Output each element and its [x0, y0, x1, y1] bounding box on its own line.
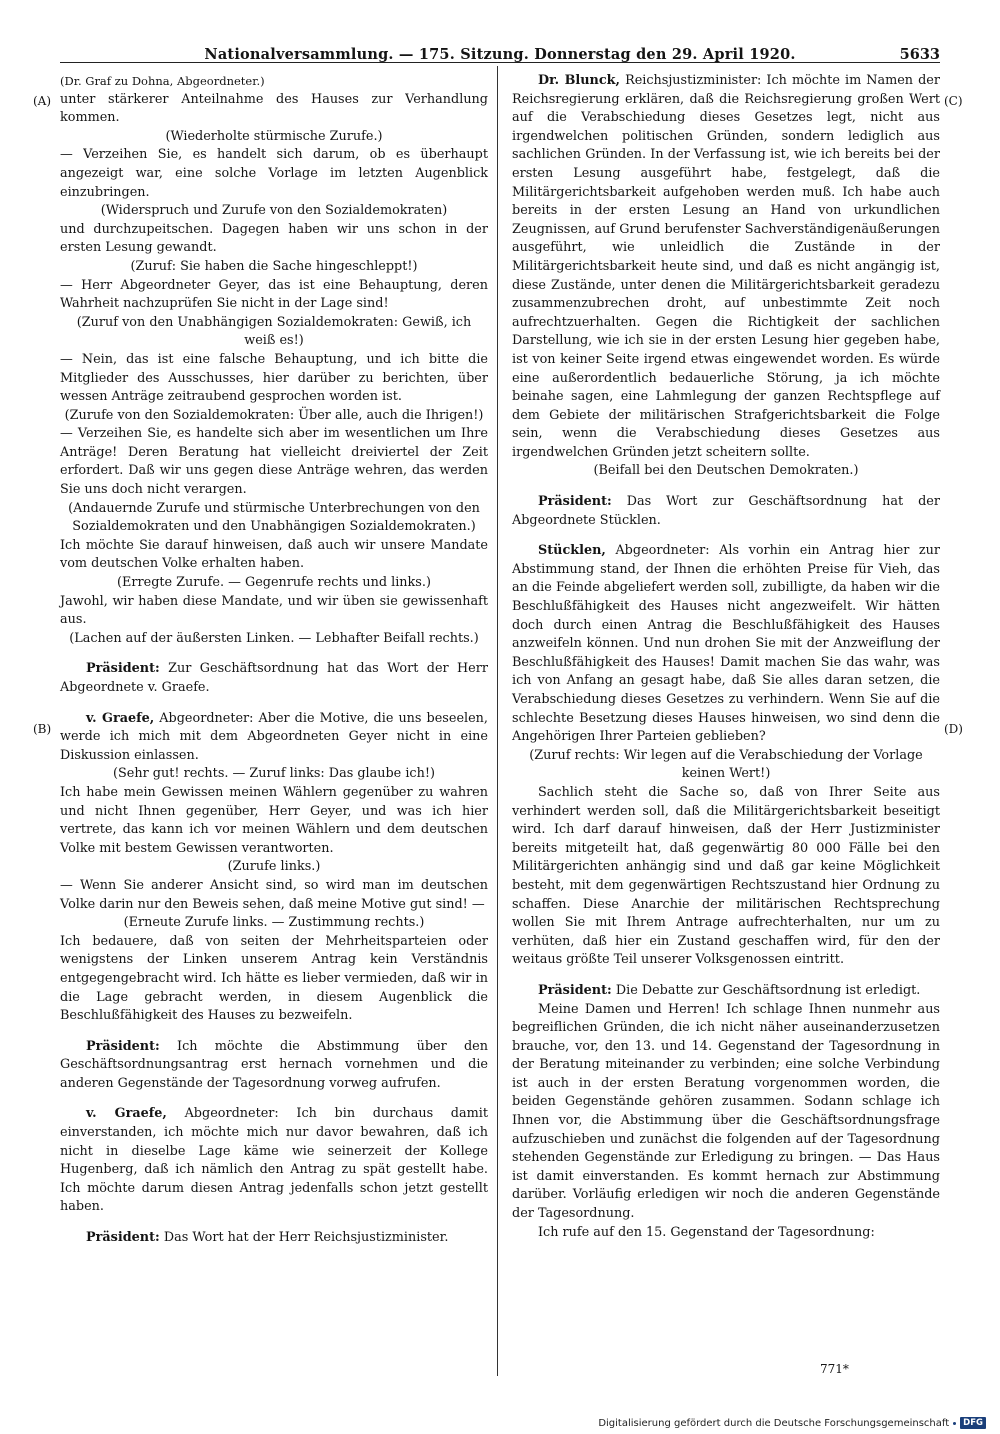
speaker-name: Dr. Blunck,	[538, 73, 620, 88]
margin-marker-b: (B)	[33, 722, 52, 736]
dfg-logo: DFG	[960, 1417, 986, 1429]
speech: Dr. Blunck, Reichsjustizminister: Ich möchte im Namen der Reichsregierung erklären, daß die Reichsregierung großen Wert auf die Verabschiedung dieses Gesetzes legt, nicht aus irgendwelchen politischen Gründen, sondern lediglich aus sachlichen Gründen. In der Verfassung ist, wie ich bereits bei der ersten Lesung ausgeführt habe, festgelegt, daß die Militärgerichtsbarkeit aufgehoben werden muß. Ich habe auch bereits in der ersten Lesung an Hand von urkundlichen Zeugnissen, auf Grund berufenster Sachverständigenäußerungen ausgeführt, wie unleidlich die Zustände in der Militärgerichtsbarkeit heute sind, und daß es nicht angängig ist, diese Zustände, unter denen die Militärgerichtsbarkeit geradezu zusammenzubrechen droht, auf unbestimmte Zeit noch aufrechtzuerhalten. Gegen die Richtigkeit der sachlichen Darstellung, wie ich sie in der ersten Lesung hier gegeben habe, ist von keiner Seite irgend etwas eingewendet worden. Es würde eine außerordentlich bedauerliche Störung, ja ich möchte beinahe sagen, eine Lahmlegung der ganzen Rechtspflege auf dem Gebiete der militärischen Strafgerichtsbarkeit die Folge sein, wenn die Verabschiedung dieses Gesetzes aus irgendwelchen Gründen jetzt scheitern sollte.	[512, 73, 940, 460]
interjection: (Andauernde Zurufe und stürmische Unterbrechungen von den Sozialdemokraten und den Unabhängigen Sozialdemokraten.)	[68, 500, 480, 535]
paragraph: und durchzupeitschen. Dagegen haben wir uns schon in der ersten Lesung gewandt.	[60, 221, 488, 256]
interjection: (Sehr gut! rechts. — Zuruf links: Das glaube ich!)	[113, 766, 435, 782]
running-title: Nationalversammlung. — 175. Sitzung. Donnerstag den 29. April 1920.	[204, 46, 796, 63]
speaker-name: v. Graefe,	[86, 1106, 167, 1122]
paragraph: — Verzeihen Sie, es handelt sich darum, ob es überhaupt angezeigt war, eine solche Vorlage im letzten Augenblick einzubringen.	[60, 147, 488, 200]
speaker-name: Präsident:	[538, 494, 612, 510]
interjection: (Zuruf rechts: Wir legen auf die Verabschiedung der Vorlage keinen Wert!)	[529, 747, 923, 782]
interjection: (Beifall bei den Deutschen Demokraten.)	[593, 463, 859, 479]
speaker-name: Präsident:	[86, 661, 160, 677]
margin-marker-c: (C)	[944, 94, 963, 108]
speaker-name: v. Graefe,	[86, 710, 155, 726]
speaker-name: Stücklen,	[538, 543, 606, 559]
paragraph: Ich bedauere, daß von seiten der Mehrheitsparteien oder wenigstens der Linken unserem Antrag kein Verständnis entgegengebracht wird. Ich hätte es lieber vermieden, daß wir in die Lage gebracht werden, in diesem Augenblick die Beschlußfähigkeit des Hauses zu bezweifeln.	[60, 933, 488, 1024]
paragraph: — Wenn Sie anderer Ansicht sind, so wird man im deutschen Volke darin nur den Beweis sehen, daß meine Motive gut sind! —	[60, 877, 488, 912]
interjection: (Zurufe von den Sozialdemokraten: Über alle, auch die Ihrigen!)	[64, 407, 484, 423]
archive-stamp: 771*	[820, 1362, 849, 1376]
bullet-icon	[953, 1422, 956, 1425]
interjection: (Zurufe links.)	[227, 859, 321, 875]
interjection: (Wiederholte stürmische Zurufe.)	[165, 128, 383, 144]
interjection: (Erregte Zurufe. — Gegenrufe rechts und links.)	[117, 575, 431, 591]
left-column	[60, 72, 488, 1248]
speech: Präsident: Die Debatte zur Geschäftsordnung ist erledigt.	[538, 982, 921, 998]
speech: Stücklen, Abgeordneter: Als vorhin ein Antrag hier zur Abstimmung stand, der Ihnen die erhöhten Preise für Vieh, das an die Feinde abgeliefert werden soll, zubilligte, da haben wir die Beschlußfähigkeit des Hauses nicht angezweifelt. Wir hätten doch durch einen Antrag die Beschlußfähigkeit des Hauses anzweifeln können. Und nun drohen Sie mit der Anzweiflung der Beschlußfähigkeit des Hauses! Damit machen Sie das wahr, was ich von Anfang an gesagt habe, daß Sie alles daran setzen, die Verabschiedung dieses Gesetzes zu verhindern. Wenn Sie auf die schlechte Besetzung dieses Hauses hinweisen, wo sind denn die Angehörigen Ihrer Parteien geblieben?	[512, 543, 940, 745]
footer	[598, 1417, 986, 1429]
paragraph: unter stärkerer Anteilnahme des Hauses zur Verhandlung kommen.	[60, 91, 488, 126]
page-number: 5633	[899, 46, 940, 63]
speech: v. Graefe, Abgeordneter: Ich bin durchaus damit einverstanden, ich möchte mich nur davor bewahren, daß ich nicht in dieselbe Lage käme wie seinerzeit der Kollege Hugenberg, daß ich nämlich den Antrag zu spät gestellt habe. Ich möchte darum diesen Antrag jedenfalls schon jetzt gestellt haben.	[60, 1106, 488, 1215]
paragraph: Ich habe mein Gewissen meinen Wählern gegenüber zu wahren und nicht Ihnen gegenüber, Herr Geyer, und was ich hier vertrete, das kann ich vor meinen Wählern und dem deutschen Volke mit bestem Gewissen verantworten.	[60, 784, 488, 856]
paragraph: Ich rufe auf den 15. Gegenstand der Tagesordnung:	[538, 1224, 875, 1240]
speaker-name: Präsident:	[538, 982, 612, 998]
margin-marker-a: (A)	[33, 94, 52, 108]
speech: Präsident: Ich möchte die Abstimmung über den Geschäftsordnungsantrag erst hernach vornehmen und die anderen Gegenstände der Tagesordnung vorweg aufrufen.	[60, 1038, 488, 1091]
paragraph: Meine Damen und Herren! Ich schlage Ihnen nunmehr aus begreiflichen Gründen, die ich nicht näher auseinanderzusetzen brauche, vor, den 13. und 14. Gegenstand der Tagesordnung in der Beratung miteinander zu verbinden; eine solche Verbindung ist auch in der ersten Beratung vorgenommen worden, die beiden Gegenstände gehören zusammen. Sodann schlage ich Ihnen vor, die Abstimmung über die Geschäftsordnungsfrage aufzuschieben und zunächst die folgenden auf der Tagesordnung stehenden Gegenstände zur Erledigung zu bringen. — Das Haus ist damit einverstanden. Es kommt hernach zur Abstimmung darüber. Vorläufig erledigen wir noch die anderen Gegenstände der Tagesordnung.	[512, 1001, 940, 1222]
paragraph: Ich möchte Sie darauf hinweisen, daß auch wir unsere Mandate vom deutschen Volke erhalten haben.	[60, 537, 488, 572]
speech: Präsident: Das Wort zur Geschäftsordnung hat der Abgeordnete Stücklen.	[512, 494, 940, 528]
right-column	[512, 72, 940, 1242]
speaker-continuation: (Dr. Graf zu Dohna, Abgeordneter.)	[60, 74, 265, 88]
margin-marker-d: (D)	[944, 722, 963, 736]
interjection: (Zuruf: Sie haben die Sache hingeschleppt!)	[130, 258, 418, 274]
paragraph: — Herr Abgeordneter Geyer, das ist eine Behauptung, deren Wahrheit nachzuprüfen Sie nicht in der Lage sind!	[60, 277, 488, 312]
speech: Präsident: Zur Geschäftsordnung hat das Wort der Herr Abgeordnete v. Graefe.	[60, 661, 488, 695]
page-header	[60, 22, 940, 63]
speech: v. Graefe, Abgeordneter: Aber die Motive, die uns beseelen, werde ich mich mit dem Abgeordneten Geyer nicht in eine Diskussion einlassen.	[60, 710, 488, 763]
footer-text: Digitalisierung gefördert durch die Deutsche Forschungsgemeinschaft	[598, 1417, 950, 1429]
paragraph: — Nein, das ist eine falsche Behauptung, und ich bitte die Mitglieder des Ausschusses, hier darüber zu berichten, über wessen Anträge zeitraubend gesprochen worden ist.	[60, 351, 488, 405]
column-divider	[497, 66, 498, 1376]
interjection: (Widerspruch und Zurufe von den Sozialdemokraten)	[100, 203, 448, 219]
interjection: (Erneute Zurufe links. — Zustimmung rechts.)	[123, 915, 425, 931]
interjection: (Zuruf von den Unabhängigen Sozialdemokraten: Gewiß, ich weiß es!)	[76, 314, 472, 349]
paragraph: Sachlich steht die Sache so, daß von Ihrer Seite aus verhindert werden soll, daß die Militärgerichtsbarkeit beseitigt wird. Ich darf darauf hinweisen, daß der Herr Justizminister bereits mitgeteilt hat, daß gegenwärtig 80 000 Fälle bei den Militärgerichten anhängig sind und daß gar keine Möglichkeit besteht, mit dem gegenwärtigen Rechtszustand hier Ordnung zu schaffen. Diese Anarchie der militärischen Rechtsprechung wollen Sie mit Ihrem Antrage aufrechterhalten, nur um zu verhüten, daß hier ein Zustand geschaffen wird, für den der weitaus größte Teil unserer Volksgenossen eintritt.	[512, 784, 940, 968]
speech: Präsident: Das Wort hat der Herr Reichsjustizminister.	[86, 1230, 449, 1246]
paragraph: Jawohl, wir haben diese Mandate, und wir üben sie gewissenhaft aus.	[60, 593, 488, 628]
interjection: (Lachen auf der äußersten Linken. — Lebhafter Beifall rechts.)	[69, 630, 479, 646]
speaker-name: Präsident:	[86, 1038, 160, 1054]
paragraph: — Verzeihen Sie, es handelte sich aber im wesentlichen um Ihre Anträge! Deren Beratung hat vielleicht dreiviertel der Zeit erfordert. Daß wir uns gegen diese Anträge wehren, das werden Sie uns doch nicht verargen.	[60, 426, 488, 498]
speaker-name: Präsident:	[86, 1230, 160, 1246]
